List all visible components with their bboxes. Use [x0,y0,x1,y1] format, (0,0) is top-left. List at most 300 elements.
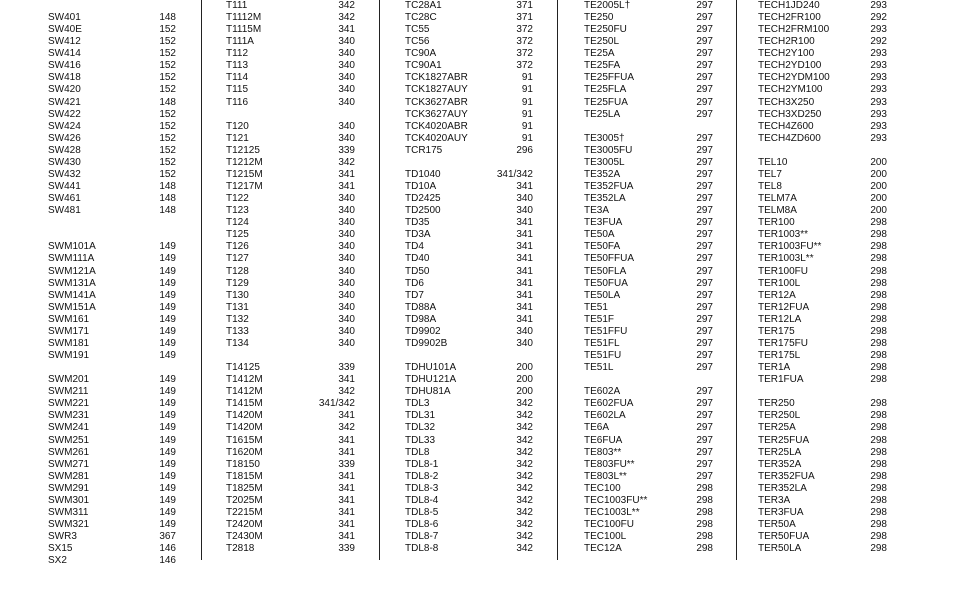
page-number: 298 [870,289,887,301]
index-entry [48,495,176,507]
part-code: TER1003L** [758,253,814,265]
page-number: 340 [338,289,355,301]
column-divider [557,0,558,560]
index-entry [226,253,355,265]
index-entry [48,133,176,145]
part-code: T125 [226,229,249,241]
page-number: 297 [696,362,713,374]
page-number: 149 [159,458,176,470]
index-entry [584,410,713,422]
part-code: TER3A [758,494,791,506]
part-code: T111A [226,36,254,48]
index-entry [226,398,355,410]
part-code: TD98A [405,313,437,325]
part-code: SWM171 [48,325,90,337]
index-entry [758,157,887,169]
page-number: 200 [870,156,887,168]
part-code: TER175L [758,350,801,362]
part-code: TDHU101A [405,362,457,374]
part-code: SWM141A [48,289,96,301]
index-entry [758,290,887,302]
index-entry [405,97,533,109]
part-code: TC28A1 [405,0,442,11]
column-divider [201,0,202,560]
page-number: 146 [159,543,176,555]
index-entry [758,12,887,24]
page-number: 149 [159,494,176,506]
index-entry [48,205,176,217]
page-number: 200 [516,374,533,386]
index-entry [584,157,713,169]
part-code: TER175FU [758,337,809,349]
part-code: T1212M [226,156,263,168]
page-number: 297 [696,229,713,241]
part-code: T1420M [226,422,263,434]
page-number: 91 [521,132,533,144]
index-entry [48,72,176,84]
part-code: SW481 [48,205,81,217]
page-number: 296 [516,144,533,156]
page-number: 339 [338,458,355,470]
page-number: 340 [338,265,355,277]
index-entry [584,290,713,302]
index-entry [226,338,355,350]
page-number: 297 [696,24,713,36]
part-code: T126 [226,241,249,253]
page-number: 149 [159,337,176,349]
part-code: TDL8 [405,446,430,458]
part-code: SWM111A [48,253,95,265]
index-entry [405,12,533,24]
index-entry [584,326,713,338]
page-number: 340 [338,301,355,313]
page-number: 298 [870,265,887,277]
index-column-5 [758,0,887,560]
index-column-4 [584,0,713,560]
page-number: 297 [696,410,713,422]
page-number: 149 [159,398,176,410]
page-number: 149 [159,313,176,325]
index-entry [226,471,355,483]
part-code: TECH4Z600 [758,120,814,132]
part-code: TER100L [758,277,801,289]
index-entry [758,314,887,326]
index-entry [584,435,713,447]
page-number: 340 [338,277,355,289]
index-entry [758,181,887,193]
index-entry [584,241,713,253]
page-number: 148 [159,193,176,205]
index-entry [226,447,355,459]
part-code: SWM151A [48,301,96,313]
page-number: 152 [159,120,176,132]
part-code: T1815M [226,470,263,482]
column-divider [379,0,380,560]
part-code: TE6FUA [584,434,623,446]
index-entry [48,459,176,471]
page-number: 298 [870,494,887,506]
part-code: TE50FLA [584,265,627,277]
index-entry [48,471,176,483]
index-entry [48,181,176,193]
index-entry [758,36,887,48]
index-entry [758,350,887,362]
index-entry [405,507,533,519]
index-entry [584,350,713,362]
index-column-2 [226,0,355,560]
page-number: 297 [696,350,713,362]
page-number: 298 [870,350,887,362]
part-code: SWM101A [48,241,96,253]
page-number: 149 [159,434,176,446]
part-code: TD10A [405,181,437,193]
part-code: TE25FUA [584,96,628,108]
page-number: 293 [870,120,887,132]
page-number: 298 [870,325,887,337]
index-entry [48,410,176,422]
page-number: 342 [338,0,355,11]
index-entry [405,410,533,422]
index-entry [758,519,887,531]
index-entry [48,302,176,314]
index-entry [48,109,176,121]
index-entry [48,531,176,543]
page-number: 149 [159,253,176,265]
index-entry [584,519,713,531]
index-entry [405,145,533,157]
page-number: 298 [870,313,887,325]
part-code: TDL8-2 [405,470,439,482]
index-entry [758,507,887,519]
page-number: 297 [696,12,713,24]
index-entry [405,422,533,434]
page-number: 340 [338,96,355,108]
page-number: 341 [338,446,355,458]
page-number: 297 [696,181,713,193]
index-entry [584,338,713,350]
part-code: SWM301 [48,494,90,506]
part-code: TE51FFU [584,325,628,337]
index-entry [584,97,713,109]
part-code: SW422 [48,108,81,120]
part-code: TER175 [758,325,795,337]
part-code: SWM221 [48,398,90,410]
part-code: SWM291 [48,482,90,494]
page-number: 149 [159,325,176,337]
index-entry [405,483,533,495]
index-entry [226,48,355,60]
index-entry [405,459,533,471]
part-code: T134 [226,337,249,349]
part-code: T2818 [226,543,255,555]
part-code: TCK1827ABR [405,72,468,84]
page-number: 297 [696,156,713,168]
part-code: TE250L [584,36,620,48]
index-entry [758,241,887,253]
part-code: TER50A [758,519,796,530]
index-entry [226,145,355,157]
page-number: 152 [159,156,176,168]
part-code: TECH3XD250 [758,108,822,120]
part-code: TDL3 [405,398,430,410]
page-number: 341 [516,253,533,265]
part-code: SWM161 [48,313,90,325]
index-entry [405,266,533,278]
page-number: 341 [338,434,355,446]
part-code: TDL8-6 [405,519,439,530]
part-code: T116 [226,96,249,108]
part-code: TCK3627AUY [405,108,468,120]
part-code: SWM281 [48,470,90,482]
index-entry [48,253,176,265]
page-number: 298 [870,229,887,241]
index-entry [48,169,176,181]
part-code: T1620M [226,446,263,458]
part-code: TD2500 [405,205,441,217]
index-entry [48,519,176,531]
page-number: 340 [338,60,355,72]
part-code: TCK3627ABR [405,96,468,108]
part-code: TE51FL [584,337,620,349]
page-number: 342 [516,482,533,494]
page-number: 91 [521,108,533,120]
part-code: TDL8-5 [405,506,439,518]
part-code: TC55 [405,24,430,36]
part-code: T1420M [226,410,263,422]
index-entry [226,459,355,471]
page-number: 297 [696,313,713,325]
page-number: 341 [338,519,355,530]
index-entry [758,459,887,471]
page-number: 340 [516,205,533,217]
index-entry [405,435,533,447]
page-number: 297 [696,265,713,277]
index-entry [405,253,533,265]
index-entry [758,0,887,12]
page-number: 342 [338,422,355,434]
part-code: T113 [226,60,249,72]
index-entry [584,253,713,265]
page-number: 297 [696,253,713,265]
page-number: 298 [696,494,713,506]
index-entry [584,133,713,145]
part-code: SW418 [48,72,81,84]
index-entry [584,60,713,72]
index-entry [758,253,887,265]
page-number: 91 [521,72,533,84]
part-code: SWM121A [48,265,96,277]
index-entry [48,338,176,350]
index-entry [584,12,713,24]
index-entry [405,314,533,326]
page-number: 146 [159,555,176,567]
page-number: 297 [696,205,713,217]
page-number: 340 [338,229,355,241]
part-code: TEL8 [758,181,782,193]
index-entry [584,531,713,543]
page-number: 341 [338,494,355,506]
part-code: TECH2YM100 [758,84,823,96]
page-number: 340 [338,132,355,144]
part-code: SWR3 [48,531,77,543]
part-code: SW430 [48,156,81,168]
part-code: TE50LA [584,289,621,301]
part-code: TE50FUA [584,277,628,289]
page-number: 298 [870,241,887,253]
page-number: 342 [516,519,533,530]
column-divider [736,0,737,560]
page-number: 149 [159,446,176,458]
part-code: T129 [226,277,249,289]
page-number: 297 [696,398,713,410]
index-entry [405,0,533,12]
part-code: TE3FUA [584,217,623,229]
part-code: TDL33 [405,434,436,446]
index-entry [758,133,887,145]
part-code: TE51L [584,362,614,374]
page-number: 298 [870,543,887,555]
index-entry [758,48,887,60]
index-entry [758,435,887,447]
index-entry [405,278,533,290]
part-code: TD50 [405,265,430,277]
page-number: 372 [516,36,533,48]
part-code: SWM311 [48,506,89,518]
part-code: TECH2R100 [758,36,815,48]
index-entry [405,398,533,410]
part-code: TD40 [405,253,430,265]
part-code: SW414 [48,48,81,60]
part-code: TD6 [405,277,424,289]
index-entry [405,302,533,314]
page-number: 340 [338,205,355,217]
part-code: TER250L [758,410,801,422]
part-code: TD9902B [405,337,448,349]
part-code: SW441 [48,181,81,193]
index-entry [226,0,355,12]
page-number: 298 [870,519,887,530]
index-entry [48,48,176,60]
page-number: 341 [516,289,533,301]
index-entry [226,410,355,422]
part-code: TE803L** [584,470,627,482]
page-number: 340 [338,337,355,349]
part-code: TE50A [584,229,615,241]
index-entry [405,374,533,386]
part-code: TE602LA [584,410,626,422]
index-entry [758,169,887,181]
part-code: T128 [226,265,249,277]
part-code: T1412M [226,374,263,386]
part-code: TE250FU [584,24,627,36]
part-code: TECH2FRM100 [758,24,830,36]
page-number: 149 [159,506,176,518]
part-code: SW432 [48,168,81,180]
index-entry [405,48,533,60]
part-code: TE51F [584,313,615,325]
page-number: 340 [338,253,355,265]
page-number: 297 [696,72,713,84]
index-entry [226,229,355,241]
index-entry [405,386,533,398]
page-number: 297 [696,96,713,108]
index-entry [405,531,533,543]
page-number: 91 [521,84,533,96]
page-number: 342 [516,531,533,543]
index-entry [48,12,176,24]
page-number: 149 [159,289,176,301]
page-number: 298 [870,470,887,482]
part-code: T2430M [226,531,263,543]
page-number: 297 [696,60,713,72]
page-number: 148 [159,12,176,24]
page-number: 342 [516,422,533,434]
page-number: 342 [516,398,533,410]
page-number: 152 [159,24,176,36]
page-number: 152 [159,36,176,48]
index-entry [226,435,355,447]
part-code: SW412 [48,36,81,48]
part-code: TER352FUA [758,470,815,482]
part-code: TEC100FU [584,519,635,530]
page-number: 297 [696,434,713,446]
index-entry [48,435,176,447]
part-code: TER1003** [758,229,809,241]
page-number: 152 [159,108,176,120]
part-code: TE25LA [584,108,621,120]
index-entry [48,447,176,459]
part-code: T1215M [226,168,263,180]
part-code: TELM8A [758,205,797,217]
page-number: 340 [338,217,355,229]
page-number: 367 [159,531,176,543]
index-entry [584,48,713,60]
index-entry [405,193,533,205]
index-entry [48,84,176,96]
part-code: TDL8-1 [405,458,439,470]
part-code: TER50FUA [758,531,810,543]
page-number: 342 [338,386,355,398]
index-entry [758,447,887,459]
page-number: 339 [338,144,355,156]
index-entry [226,278,355,290]
part-code: SW428 [48,144,81,156]
part-code: T121 [226,132,249,144]
index-entry [584,181,713,193]
index-entry [405,229,533,241]
page-number: 341 [516,229,533,241]
part-code: TECH4ZD600 [758,132,821,144]
page-number: 297 [696,84,713,96]
part-code: TD2425 [405,193,441,205]
page-number: 342 [516,494,533,506]
page-number: 298 [870,410,887,422]
part-code: TE352A [584,168,621,180]
part-code: TC28C [405,12,437,24]
page-number: 342 [516,543,533,555]
index-entry [405,290,533,302]
index-entry [48,278,176,290]
part-code: TD7 [405,289,424,301]
part-code: TDL8-4 [405,494,439,506]
index-entry [584,302,713,314]
page-number: 152 [159,168,176,180]
page-number: 149 [159,422,176,434]
part-code: TER250 [758,398,795,410]
index-entry [48,422,176,434]
page-number: 293 [870,96,887,108]
part-code: TE803FU** [584,458,635,470]
